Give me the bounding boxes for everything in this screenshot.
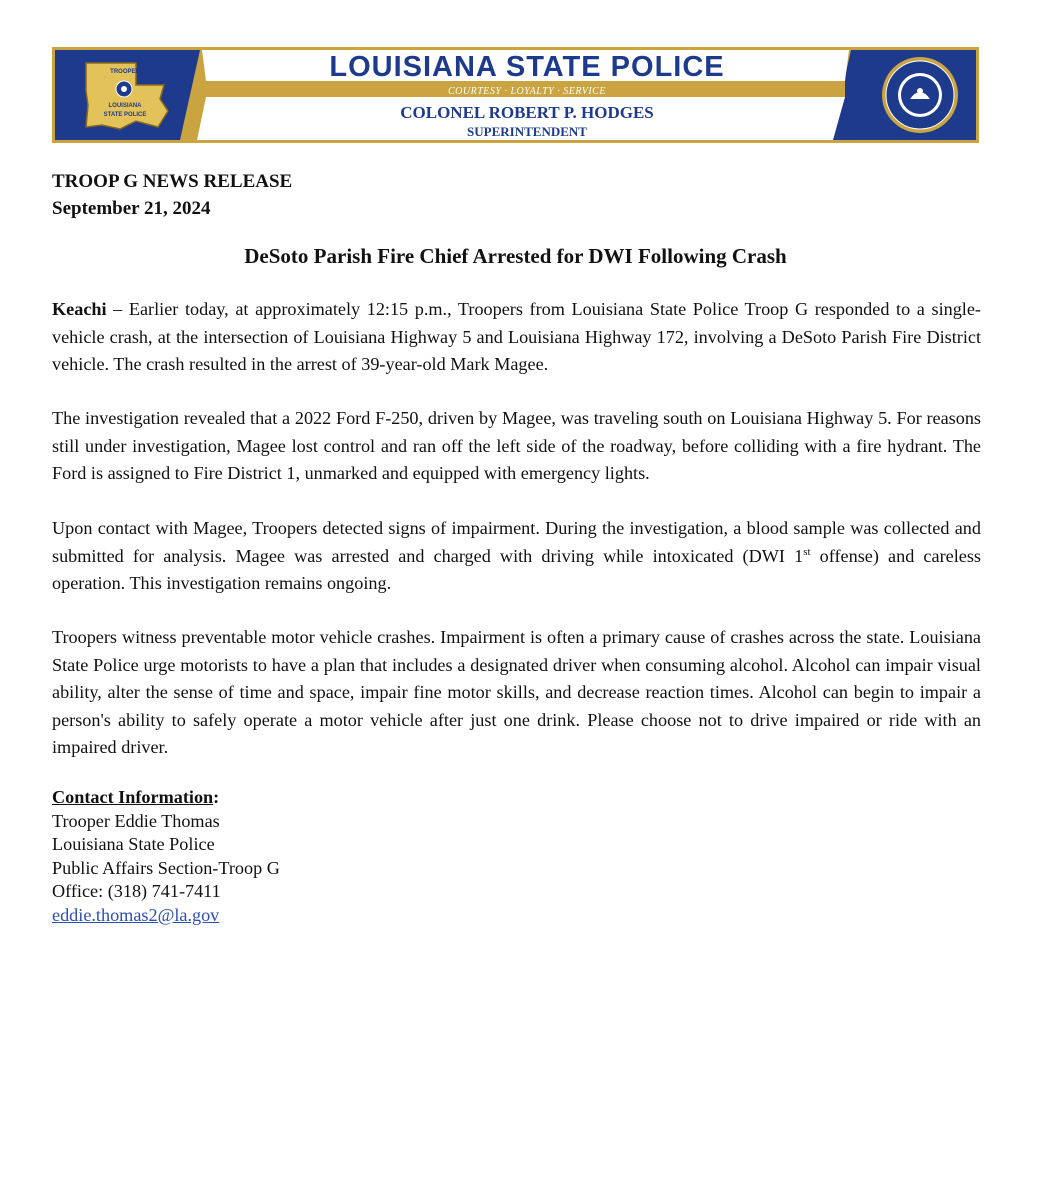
contact-agency: Louisiana State Police <box>52 834 215 854</box>
paragraph-2: The investigation revealed that a 2022 Ford F-250, driven by Magee, was traveling south on Louisiana Highway 5. For reasons still under investigation, Magee lost control and ran off the left side of the roadway, before colliding with a fire hydrant. The Ford is assigned to Fire District 1, unmarked and equipped with emergency lights. <box>52 408 981 483</box>
seal-icon <box>880 55 960 135</box>
dateline-location: Keachi <box>52 299 107 319</box>
trooper-badge-logo <box>76 55 174 135</box>
badge-text-bottom: STATE POLICE <box>103 112 147 118</box>
contact-heading-colon: : <box>213 787 220 807</box>
agency-motto: COURTESY · LOYALTY · SERVICE <box>448 86 606 97</box>
release-date: September 21, 2024 <box>52 198 211 219</box>
louisiana-state-icon <box>76 55 174 135</box>
paragraph-1-text: – Earlier today, at approximately 12:15 p.m., Troopers from Louisiana State Police Troop G responded to a single-vehicle crash, at the intersection of Louisiana Highway 5 and Louisiana Highway 172, involving a DeSoto Parish Fire District vehicle. The crash resulted in the arrest of 39-year-old Mark Magee. <box>52 299 981 374</box>
contact-phone: Office: (318) 741-7411 <box>52 881 221 901</box>
release-header <box>52 168 292 222</box>
badge-text-mid: LOUISIANA <box>108 103 142 109</box>
paragraph-4: Troopers witness preventable motor vehicle crashes. Impairment is often a primary cause of crashes across the state. Louisiana State Police urge motorists to have a plan that includes a designated driver when consuming alcohol. Alcohol can impair visual ability, alter the sense of time and space, impair fine motor skills, and decrease reaction times. Alcohol can begin to impair a person's ability to safely operate a motor vehicle after just one drink. Please choose not to drive impaired or ride with an impaired driver. <box>52 627 981 757</box>
contact-name: Trooper Eddie Thomas <box>52 810 220 831</box>
paragraph-3-text-a: Upon contact with Magee, Troopers detected signs of impairment. During the investigation, a blood sample was collected and submitted for analysis. Magee was arrested and charged with driving while intoxicated (DWI 1 <box>52 518 981 566</box>
colonel-name: COLONEL ROBERT P. HODGES <box>400 103 654 122</box>
badge-text-top: TROOPER <box>110 69 140 75</box>
superintendent-title: SUPERINTENDENT <box>467 124 587 139</box>
ordinal-superscript: st <box>803 545 811 558</box>
paragraph-3 <box>52 515 981 598</box>
release-headline: DeSoto Parish Fire Chief Arrested for DWI Following Crash <box>244 244 787 268</box>
contact-heading <box>52 786 280 810</box>
state-seal-logo <box>880 55 960 135</box>
paragraph-1 <box>52 296 981 379</box>
letterhead-banner <box>52 47 979 143</box>
release-label: TROOP G NEWS RELEASE <box>52 171 293 192</box>
contact-email-link[interactable]: eddie.thomas2@la.gov <box>52 904 220 925</box>
contact-block <box>52 786 280 927</box>
contact-heading-label: Contact Information <box>52 787 214 807</box>
agency-title: LOUISIANA STATE POLICE <box>329 51 725 83</box>
contact-section: Public Affairs Section-Troop G <box>52 857 280 878</box>
paragraph-3-text-b: offense) and careless operation. This investigation remains ongoing. <box>52 545 981 593</box>
